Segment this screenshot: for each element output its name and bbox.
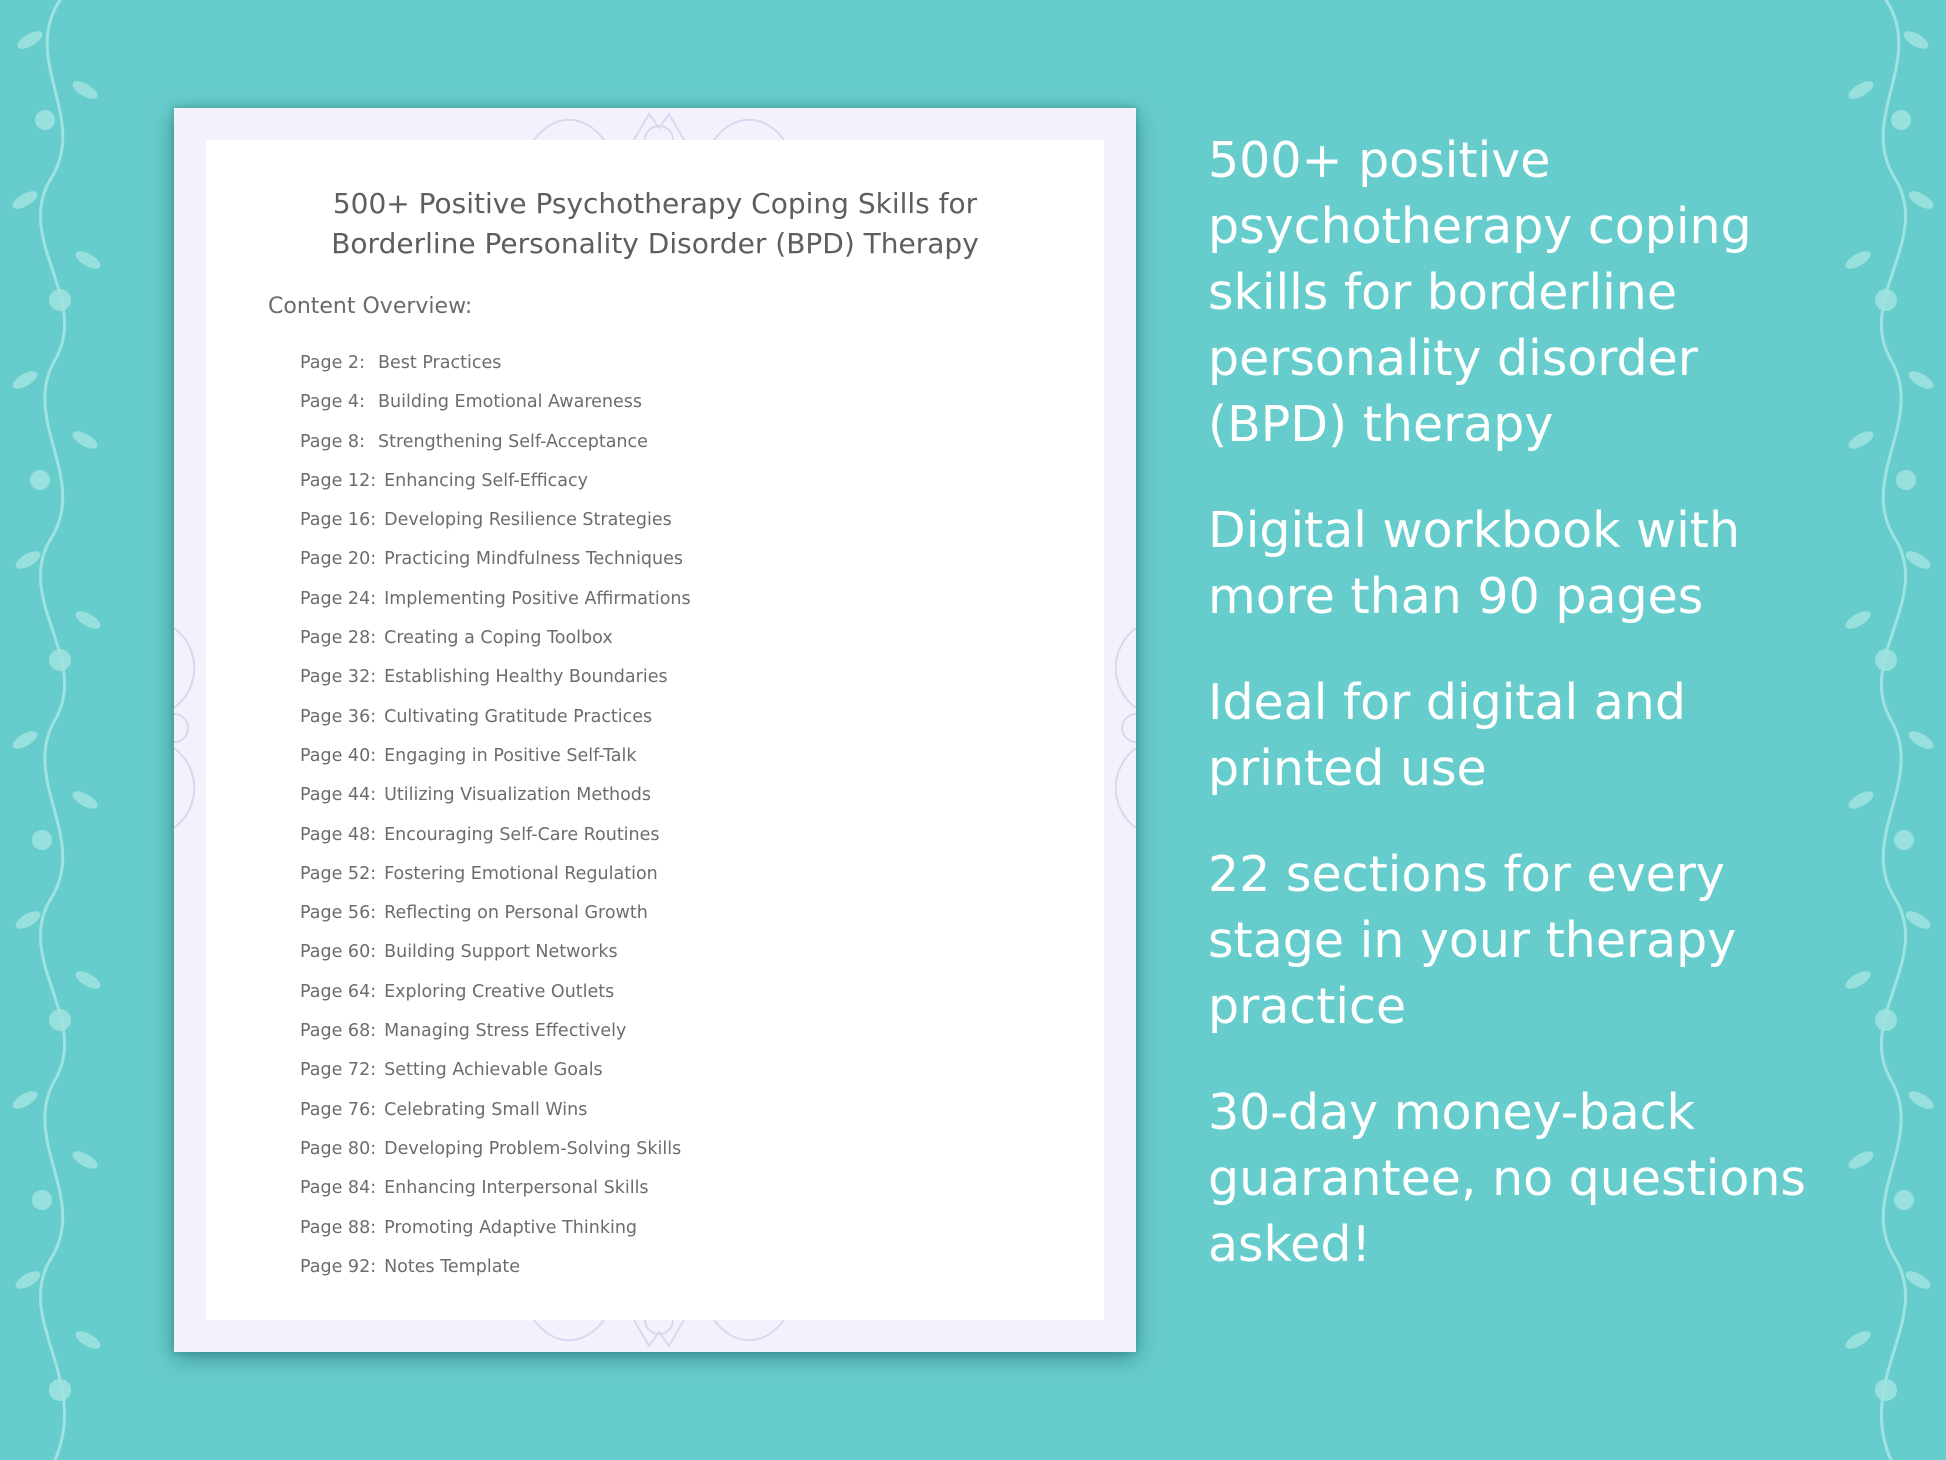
toc-section-title: Building Emotional Awareness bbox=[378, 392, 643, 413]
toc-entry bbox=[300, 423, 691, 462]
toc-page-number: Page 56: bbox=[300, 903, 377, 924]
mandala-ornament-right bbox=[1104, 608, 1136, 848]
toc-page-number: Page 32: bbox=[300, 667, 377, 688]
toc-page-number: Page 16: bbox=[300, 510, 377, 531]
toc-page-number: Page 64: bbox=[300, 981, 377, 1002]
content-overview-label: Content Overview: bbox=[268, 294, 473, 319]
toc-entry bbox=[300, 1051, 691, 1090]
toc-entry bbox=[300, 1091, 691, 1130]
toc-section-title: Establishing Healthy Boundaries bbox=[384, 667, 668, 688]
toc-page-number: Page 72: bbox=[300, 1060, 377, 1081]
toc-entry bbox=[300, 737, 691, 776]
toc-page-number: Page 68: bbox=[300, 1021, 377, 1042]
feature-text: Ideal for digital and printed use bbox=[1208, 674, 1686, 797]
toc-page-number: Page 52: bbox=[300, 863, 377, 884]
toc-entry bbox=[300, 894, 691, 933]
toc-page-number: Page 28: bbox=[300, 628, 377, 649]
toc-section-title: Developing Problem-Solving Skills bbox=[384, 1138, 682, 1159]
toc-page-number: Page 48: bbox=[300, 824, 377, 845]
toc-entry bbox=[300, 698, 691, 737]
mandala-ornament-bottom bbox=[514, 1320, 804, 1352]
workbook-page-preview bbox=[174, 108, 1136, 1352]
toc-page-number: Page 88: bbox=[300, 1217, 377, 1238]
toc-page-number: Page 92: bbox=[300, 1256, 377, 1277]
toc-entry bbox=[300, 619, 691, 658]
toc-entry bbox=[300, 658, 691, 697]
page-sheet bbox=[206, 140, 1104, 1320]
toc-section-title: Fostering Emotional Regulation bbox=[384, 863, 658, 884]
toc-page-number: Page 12: bbox=[300, 470, 377, 491]
mandala-ornament-left bbox=[174, 608, 206, 848]
toc-entry bbox=[300, 973, 691, 1012]
toc-entry bbox=[300, 816, 691, 855]
toc-section-title: Implementing Positive Affirmations bbox=[384, 588, 691, 609]
toc-section-title: Managing Stress Effectively bbox=[384, 1021, 627, 1042]
toc-entry bbox=[300, 1169, 691, 1208]
document-title-line-1: 500+ Positive Psychotherapy Coping Skills for bbox=[332, 187, 978, 220]
toc-section-title: Encouraging Self-Care Routines bbox=[384, 824, 660, 845]
toc-entry bbox=[300, 1248, 691, 1287]
mandala-ornament-top bbox=[514, 108, 804, 140]
document-title bbox=[206, 184, 1104, 264]
toc-page-number: Page 76: bbox=[300, 1099, 377, 1120]
toc-page-number: Page 44: bbox=[300, 785, 377, 806]
toc-section-title: Utilizing Visualization Methods bbox=[384, 785, 652, 806]
toc-entry bbox=[300, 540, 691, 579]
toc-section-title: Setting Achievable Goals bbox=[384, 1060, 603, 1081]
toc-section-title: Reflecting on Personal Growth bbox=[384, 903, 648, 924]
feature-text: 500+ positive psychotherapy coping skills for borderline personality disorder (BPD) therapy bbox=[1208, 132, 1752, 453]
toc-entry bbox=[300, 580, 691, 619]
toc-section-title: Cultivating Gratitude Practices bbox=[384, 706, 653, 727]
toc-page-number: Page 80: bbox=[300, 1138, 377, 1159]
toc-section-title: Building Support Networks bbox=[384, 942, 618, 963]
toc-entry bbox=[300, 383, 691, 422]
feature-list bbox=[1208, 128, 1848, 1318]
toc-section-title: Exploring Creative Outlets bbox=[384, 981, 615, 1002]
toc-page-number: Page 4: bbox=[300, 392, 365, 413]
document-title-line-2: Borderline Personality Disorder (BPD) Therapy bbox=[331, 227, 979, 260]
toc-section-title: Celebrating Small Wins bbox=[384, 1099, 588, 1120]
toc-section-title: Creating a Coping Toolbox bbox=[384, 628, 613, 649]
toc-page-number: Page 40: bbox=[300, 745, 377, 766]
toc-page-number: Page 2: bbox=[300, 353, 365, 373]
toc-entry bbox=[300, 855, 691, 894]
toc-page-number: Page 60: bbox=[300, 942, 377, 963]
toc-page-number: Page 8: bbox=[300, 431, 365, 452]
toc-section-title: Strengthening Self-Acceptance bbox=[378, 431, 648, 452]
toc-entry bbox=[300, 1012, 691, 1051]
toc-entry bbox=[300, 933, 691, 972]
toc-section-title: Engaging in Positive Self-Talk bbox=[384, 745, 637, 766]
toc-section-title: Promoting Adaptive Thinking bbox=[384, 1217, 638, 1238]
feature-text: Digital workbook with more than 90 pages bbox=[1208, 502, 1741, 625]
feature-text: 30-day money-back guarantee, no questions asked! bbox=[1208, 1084, 1806, 1273]
table-of-contents bbox=[300, 344, 691, 1287]
toc-section-title: Enhancing Interpersonal Skills bbox=[384, 1178, 649, 1199]
toc-page-number: Page 36: bbox=[300, 706, 377, 727]
toc-page-number: Page 24: bbox=[300, 588, 377, 609]
floral-vine-left bbox=[0, 0, 140, 1460]
toc-section-title: Developing Resilience Strategies bbox=[384, 510, 672, 531]
toc-entry bbox=[300, 462, 691, 501]
toc-entry bbox=[300, 1130, 691, 1169]
toc-entry bbox=[300, 1209, 691, 1248]
toc-section-title: Practicing Mindfulness Techniques bbox=[384, 549, 684, 570]
toc-page-number: Page 84: bbox=[300, 1178, 377, 1199]
toc-entry bbox=[300, 501, 691, 540]
feature-text: 22 sections for every stage in your therapy practice bbox=[1208, 846, 1737, 1035]
toc-entry bbox=[300, 776, 691, 815]
toc-section-title: Best Practices bbox=[378, 353, 502, 373]
toc-page-number: Page 20: bbox=[300, 549, 377, 570]
toc-section-title: Notes Template bbox=[384, 1256, 521, 1277]
toc-entry bbox=[300, 344, 691, 383]
toc-section-title: Enhancing Self-Efficacy bbox=[384, 470, 588, 491]
